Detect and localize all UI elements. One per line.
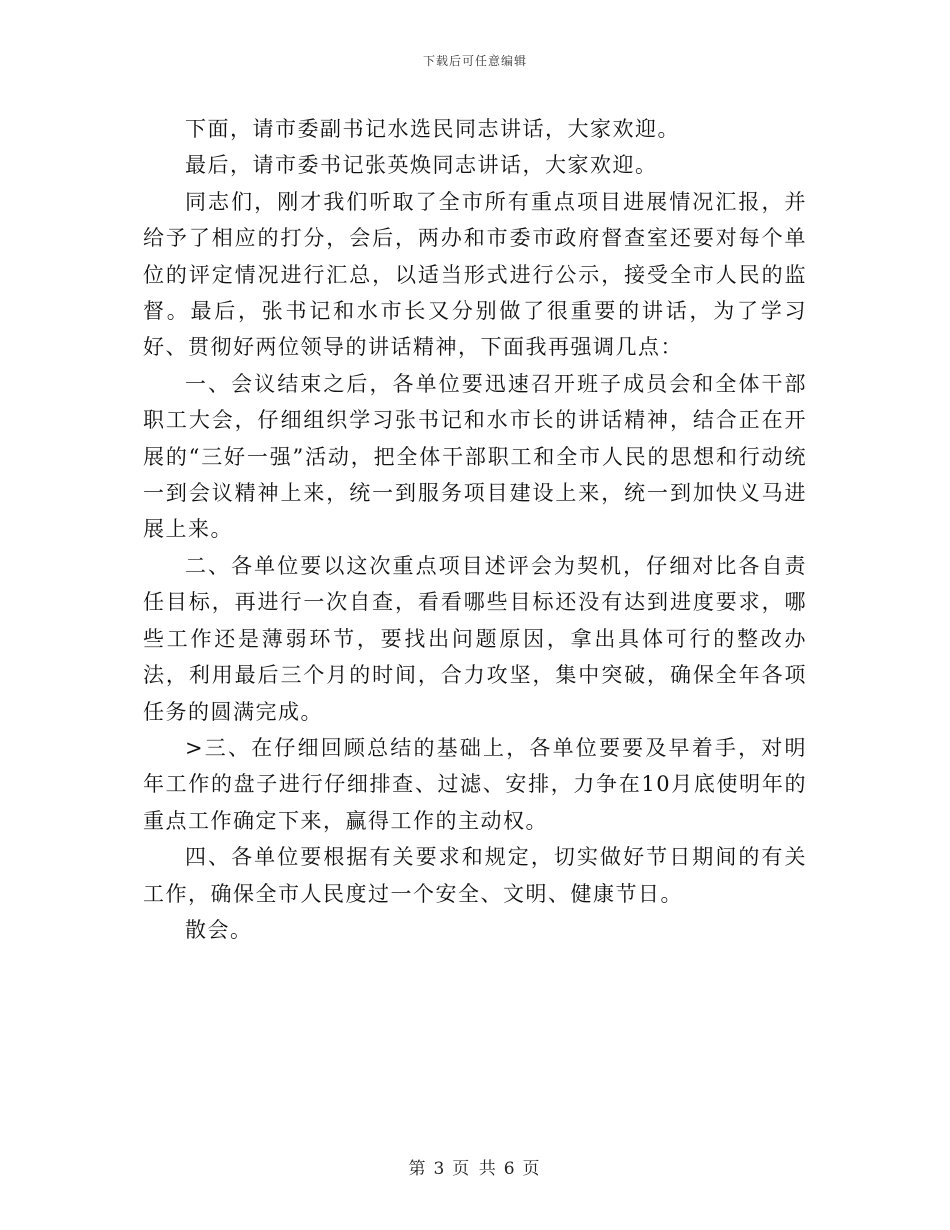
document-body xyxy=(143,111,807,948)
paragraph-5: 二、各单位要以这次重点项目述评会为契机，仔细对比各自责任目标，再进行一次自查，看看哪些目标还没有达到进度要求，哪些工作还是薄弱环节，要找出问题原因，拿出具体可行的整改办法，利用最后三个月的时间，合力攻坚，集中突破，确保全年各项任务的圆满完成。 xyxy=(143,553,807,724)
page-label-suffix: 页 xyxy=(522,1159,542,1179)
paragraph-2: 最后，请市委书记张英焕同志讲话，大家欢迎。 xyxy=(185,153,658,178)
paragraph-4: 一、会议结束之后，各单位要迅速召开班子成员会和全体干部职工大会，仔细组织学习张书记和水市长的讲话精神，结合正在开展的“三好一强”活动，把全体干部职工和全市人民的思想和行动统一到会议精神上来，统一到服务项目建设上来，统一到加快义马进展上来。 xyxy=(143,371,807,542)
total-page-number: 6 xyxy=(503,1159,517,1179)
page-header-note: 下载后可任意编辑 xyxy=(422,54,527,68)
page-label-mid: 页 共 xyxy=(452,1159,498,1179)
paragraph-6: >三、在仔细回顾总结的基础上，各单位要要及早着手，对明年工作的盘子进行仔细排查、过滤、安排，力争在10月底使明年的重点工作确定下来，赢得工作的主动权。 xyxy=(143,735,807,833)
paragraph-8: 散会。 xyxy=(185,917,253,942)
paragraph-7: 四、各单位要根据有关要求和规定，切实做好节日期间的有关工作，确保全市人民度过一个安全、文明、健康节日。 xyxy=(143,845,807,906)
paragraph-1: 下面，请市委副书记水选民同志讲话，大家欢迎。 xyxy=(185,117,680,141)
current-page-number: 3 xyxy=(433,1159,447,1179)
page-label-prefix: 第 xyxy=(408,1159,428,1179)
page-number-footer xyxy=(0,1154,950,1179)
paragraph-3: 同志们，刚才我们听取了全市所有重点项目进展情况汇报，并给予了相应的打分，会后，两办和市委市政府督查室还要对每个单位的评定情况进行汇总，以适当形式进行公示，接受全市人民的监督。最后，张书记和水市长又分别做了很重要的讲话，为了学习好、贯彻好两位领导的讲话精神，下面我再强调几点： xyxy=(143,189,807,360)
